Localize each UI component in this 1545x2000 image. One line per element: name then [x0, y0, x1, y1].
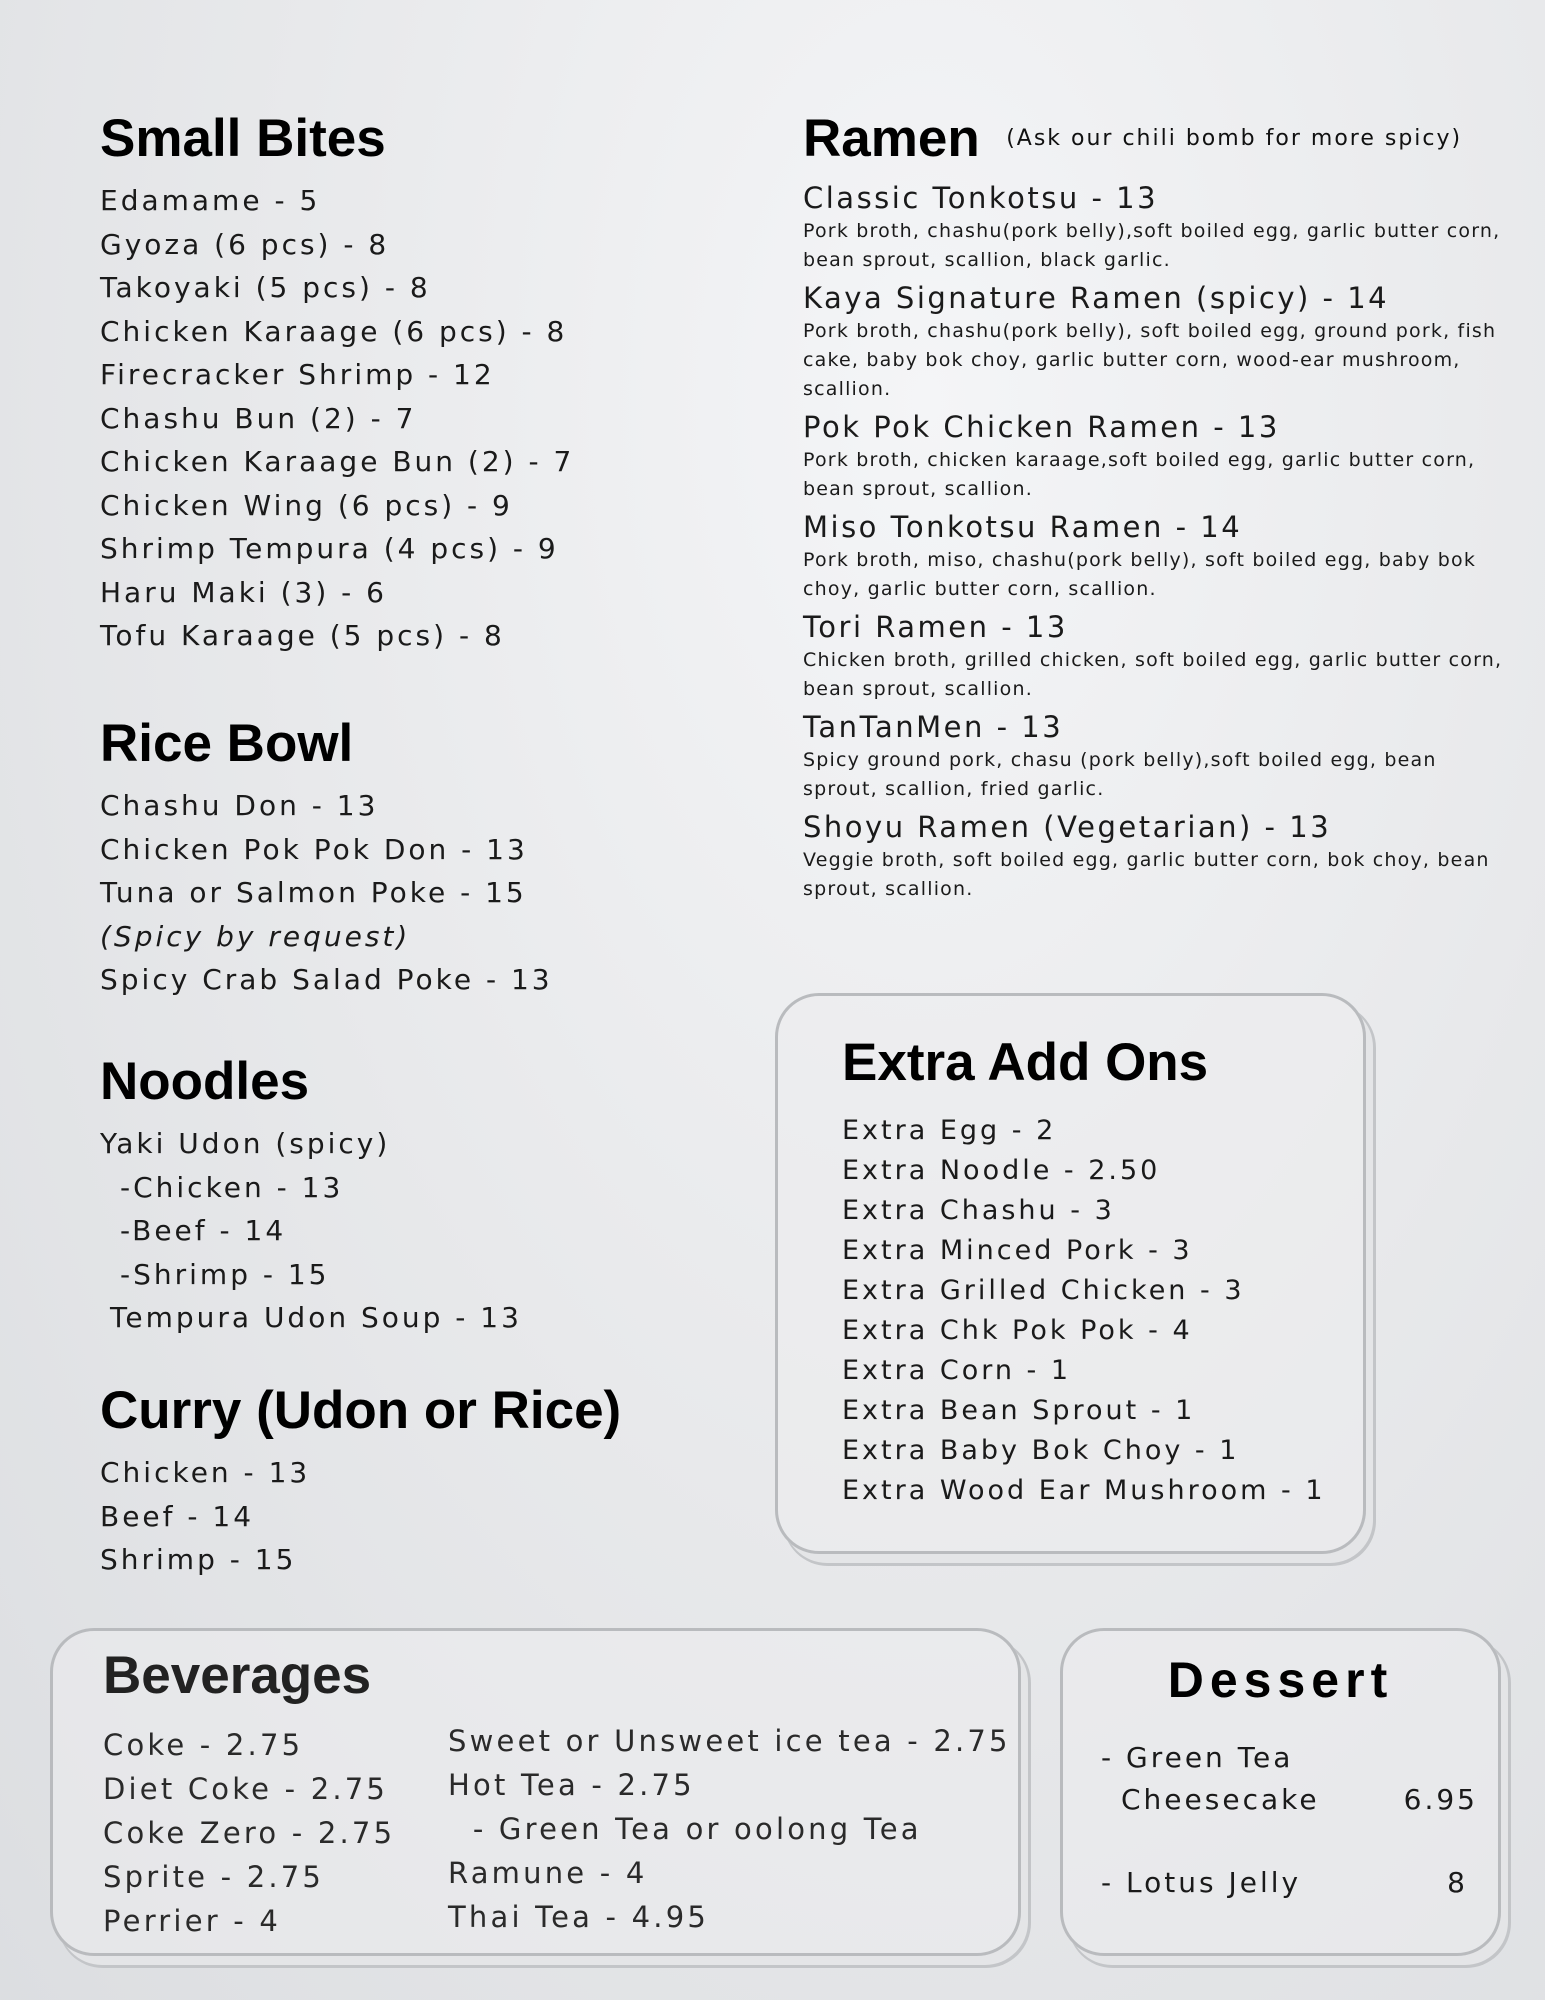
- ramen-item: [803, 808, 1503, 904]
- beverage-item: Coke - 2.75: [103, 1728, 304, 1762]
- dessert-box: [1060, 1628, 1501, 1956]
- menu-item: Spicy Crab Salad Poke - 13: [100, 963, 553, 996]
- menu-item: Chicken - 13: [100, 1456, 311, 1489]
- small-bites-title: Small Bites: [100, 109, 386, 168]
- ramen-item: [803, 708, 1503, 804]
- dessert-item-name: Cheesecake: [1121, 1783, 1320, 1816]
- dessert-item-price: 8: [1447, 1866, 1468, 1899]
- menu-item: Chashu Don - 13: [100, 789, 379, 822]
- beverage-item: Sweet or Unsweet ice tea - 2.75: [448, 1724, 1011, 1758]
- rice-bowl-section: [100, 714, 553, 1002]
- menu-item: Chicken Karaage Bun (2) - 7: [100, 445, 575, 478]
- beverages-list-left: [103, 1723, 395, 1943]
- noodles-section: [100, 1052, 522, 1340]
- ramen-item-description: Pork broth, miso, chashu(pork belly), soft boiled egg, baby bok choy, garlic butter corn, scallion.: [803, 549, 1477, 600]
- add-on-item: Extra Baby Bok Choy - 1: [842, 1435, 1240, 1466]
- beverage-item: Hot Tea - 2.75: [448, 1768, 695, 1802]
- beverage-item: Coke Zero - 2.75: [103, 1816, 396, 1850]
- curry-title: Curry (Udon or Rice): [100, 1381, 622, 1440]
- ramen-item-name: Shoyu Ramen (Vegetarian) - 13: [803, 810, 1332, 844]
- add-on-item: Extra Grilled Chicken - 3: [842, 1275, 1245, 1306]
- add-on-item: Extra Chashu - 3: [842, 1195, 1115, 1226]
- ramen-item-description: Chicken broth, grilled chicken, soft boiled egg, garlic butter corn, bean sprout, scallion.: [803, 649, 1503, 700]
- beverages-title: Beverages: [103, 1646, 372, 1705]
- ramen-item: [803, 279, 1503, 404]
- ramen-item-description: Pork broth, chashu(pork belly), soft boiled egg, ground pork, fish cake, baby bok choy, garlic butter corn, wood-ear mushroom, scallion.: [803, 320, 1497, 400]
- ramen-item-name: Pok Pok Chicken Ramen - 13: [803, 410, 1280, 444]
- dessert-item-price: 6.95: [1403, 1783, 1478, 1816]
- rice-bowl-list: [100, 784, 553, 1002]
- beverage-item-option: - Green Tea or oolong Tea: [448, 1812, 922, 1846]
- menu-item: Chicken Wing (6 pcs) - 9: [100, 488, 513, 522]
- add-on-item: Extra Corn - 1: [842, 1355, 1072, 1386]
- beverage-item: Ramune - 4: [448, 1856, 648, 1890]
- menu-item: Tuna or Salmon Poke - 15: [100, 876, 527, 909]
- menu-item: Tofu Karaage (5 pcs) - 8: [100, 619, 505, 652]
- ramen-section: [803, 109, 1503, 908]
- ramen-item-description: Spicy ground pork, chasu (pork belly),soft boiled egg, bean sprout, scallion, fried garlic.: [803, 749, 1437, 800]
- ramen-item-description: Veggie broth, soft boiled egg, garlic butter corn, bok choy, bean sprout, scallion.: [803, 849, 1490, 900]
- menu-item: Chashu Bun (2) - 7: [100, 401, 417, 435]
- menu-item: Beef - 14: [100, 1499, 255, 1533]
- menu-item: Firecracker Shrimp - 12: [100, 358, 495, 391]
- curry-list: [100, 1451, 621, 1582]
- ramen-item: [803, 408, 1503, 504]
- beverage-item: Sprite - 2.75: [103, 1860, 325, 1894]
- beverage-item: Thai Tea - 4.95: [448, 1900, 710, 1934]
- ramen-item-name: Miso Tonkotsu Ramen - 14: [803, 510, 1243, 544]
- dessert-title: Dessert: [1167, 1652, 1394, 1708]
- ramen-title: Ramen: [803, 109, 980, 168]
- add-on-item: Extra Minced Pork - 3: [842, 1235, 1193, 1266]
- add-ons-title: Extra Add Ons: [842, 1033, 1209, 1092]
- menu-item: Gyoza (6 pcs) - 8: [100, 227, 390, 261]
- dessert-item-name: - Lotus Jelly: [1101, 1866, 1302, 1899]
- add-ons-box: [775, 993, 1366, 1554]
- small-bites-list: [100, 179, 574, 658]
- add-on-item: Extra Chk Pok Pok - 4: [842, 1315, 1193, 1346]
- menu-item-option: -Beef - 14: [120, 1214, 287, 1247]
- dessert-item-name: - Green Tea: [1101, 1741, 1294, 1774]
- ramen-list: [803, 179, 1503, 904]
- ramen-item-name: Kaya Signature Ramen (spicy) - 14: [803, 281, 1390, 315]
- ramen-item-description: Pork broth, chicken karaage,soft boiled egg, garlic butter corn, bean sprout, scallion.: [803, 449, 1476, 500]
- ramen-spicy-note: (Ask our chili bomb for more spicy): [1006, 126, 1463, 151]
- menu-item: Yaki Udon (spicy): [100, 1127, 391, 1160]
- ramen-item: [803, 508, 1503, 604]
- ramen-item-name: Tori Ramen - 13: [803, 610, 1068, 644]
- beverages-list-right: [448, 1719, 1011, 1939]
- noodles-title: Noodles: [100, 1052, 310, 1111]
- add-on-item: Extra Noodle - 2.50: [842, 1155, 1161, 1186]
- menu-item: Shrimp Tempura (4 pcs) - 9: [100, 532, 559, 565]
- beverages-box: [50, 1628, 1021, 1956]
- ramen-item-name: Classic Tonkotsu - 13: [803, 181, 1159, 215]
- menu-item-option: -Shrimp - 15: [120, 1257, 330, 1291]
- add-on-item: Extra Egg - 2: [842, 1115, 1057, 1146]
- add-ons-list: [842, 1111, 1326, 1511]
- menu-item: Haru Maki (3) - 6: [100, 575, 387, 609]
- menu-item-note: (Spicy by request): [100, 919, 411, 953]
- beverage-item: Diet Coke - 2.75: [103, 1772, 389, 1806]
- curry-section: [100, 1381, 622, 1582]
- menu-item: Takoyaki (5 pcs) - 8: [100, 271, 431, 304]
- menu-item: Chicken Karaage (6 pcs) - 8: [100, 314, 568, 348]
- small-bites-section: [100, 109, 575, 658]
- menu-item: Chicken Pok Pok Don - 13: [100, 832, 528, 866]
- rice-bowl-title: Rice Bowl: [100, 714, 354, 773]
- beverage-item: Perrier - 4: [103, 1904, 282, 1938]
- menu-item: Shrimp - 15: [100, 1543, 297, 1576]
- ramen-item: [803, 179, 1503, 275]
- add-on-item: Extra Bean Sprout - 1: [842, 1395, 1196, 1426]
- menu-item-option: -Chicken - 13: [120, 1170, 344, 1204]
- ramen-item-description: Pork broth, chashu(pork belly),soft boiled egg, garlic butter corn, bean sprout, scallion, black garlic.: [803, 220, 1501, 271]
- menu-item: Tempura Udon Soup - 13: [110, 1301, 522, 1334]
- noodles-list: [100, 1122, 522, 1340]
- menu-item: Edamame - 5: [100, 184, 321, 217]
- add-on-item: Extra Wood Ear Mushroom - 1: [842, 1475, 1326, 1506]
- ramen-item: [803, 608, 1503, 704]
- ramen-item-name: TanTanMen - 13: [803, 710, 1064, 744]
